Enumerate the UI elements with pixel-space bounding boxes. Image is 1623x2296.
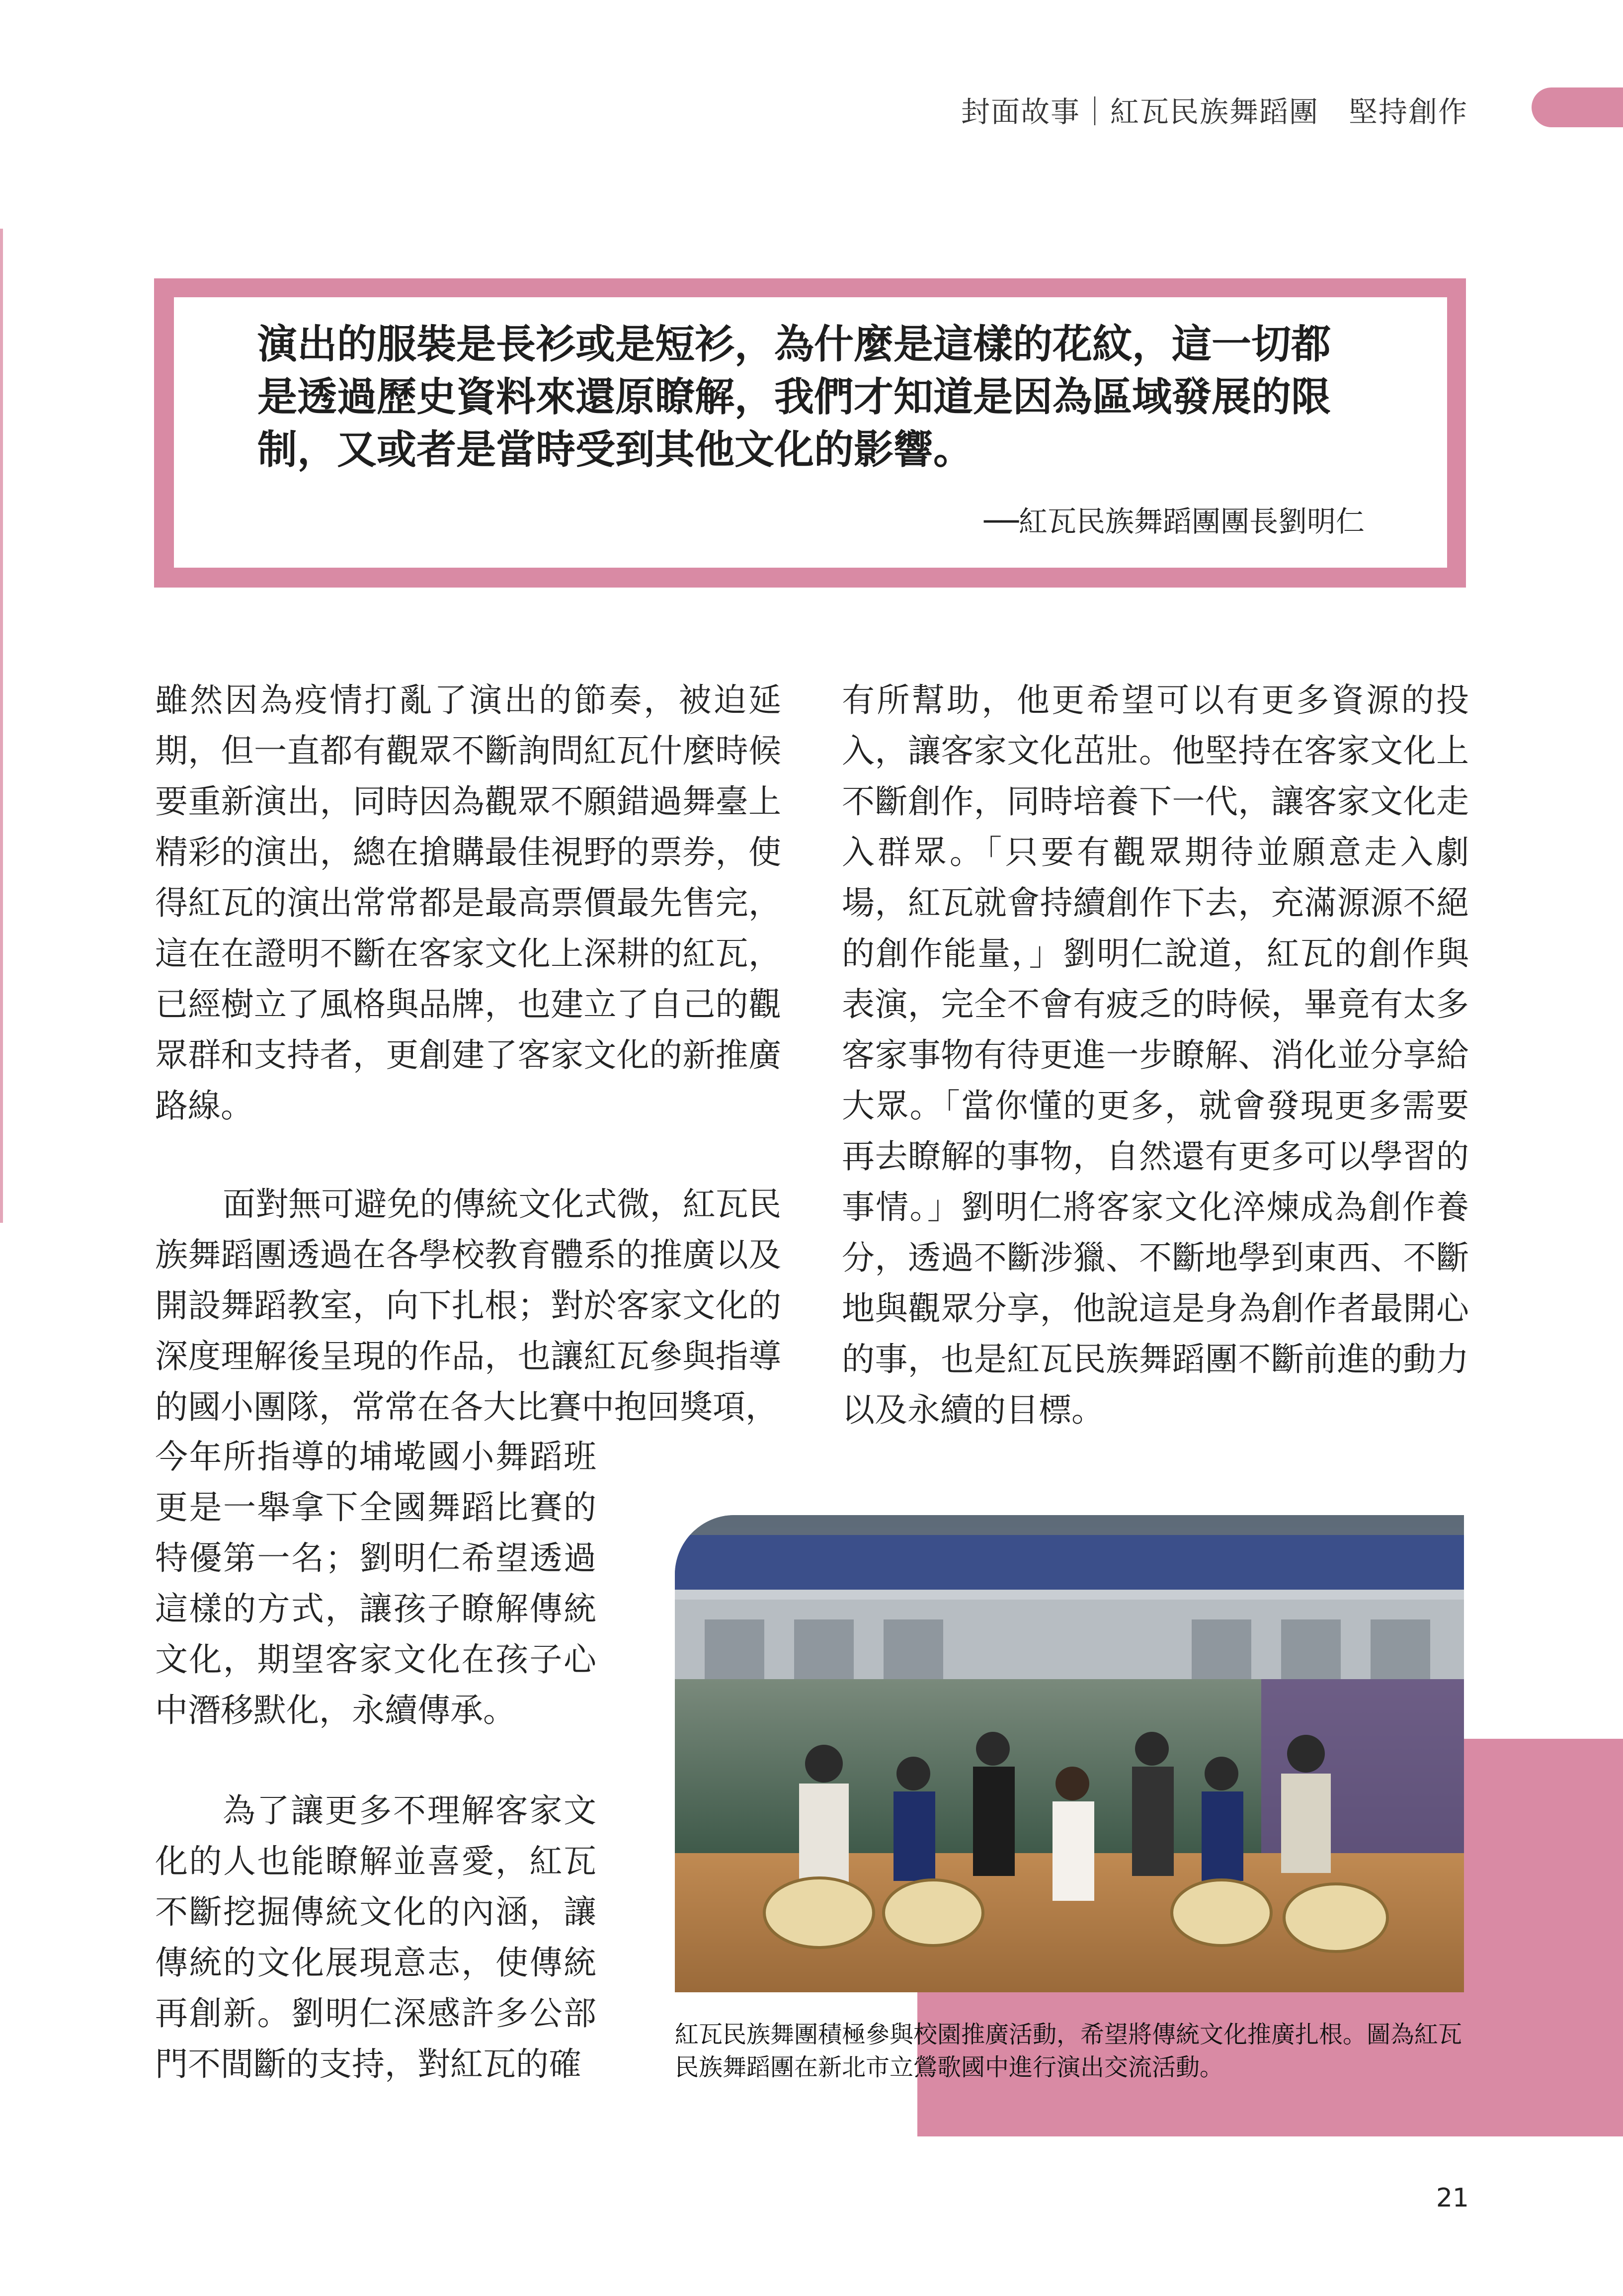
pull-quote-line: 制，又或者是當時受到其他文化的影響。 bbox=[257, 426, 973, 473]
running-header: 封面故事｜紅瓦民族舞蹈團 堅持創作 bbox=[961, 95, 1468, 129]
article-narrow-column bbox=[155, 1432, 596, 2139]
header-tab-decoration bbox=[1532, 87, 1623, 127]
article-paragraph: 面對無可避免的傳統文化式微，紅瓦民族舞蹈團透過在各學校教育體系的推廣以及開設舞蹈教室，向下扎根；對於客家文化的深度理解後呈現的作品，也讓紅瓦參與指導的國小團隊，常常在各大比賽中抱回獎項， bbox=[155, 1185, 781, 1426]
left-edge-decoration bbox=[0, 229, 3, 1223]
article-paragraph: 為了讓更多不理解客家文化的人也能瞭解並喜愛，紅瓦不斷挖掘傳統文化的內涵，讓傳統的文化展現意志，使傳統再創新。劉明仁深感許多公部門不間斷的支持，對紅瓦的確 bbox=[155, 1791, 596, 2083]
photo-caption: 紅瓦民族舞團積極參與校園推廣活動，希望將傳統文化推廣扎根。圖為紅瓦民族舞蹈團在新北市立鶯歌國中進行演出交流活動。 bbox=[675, 2021, 1462, 2081]
page-number: 21 bbox=[1436, 2183, 1469, 2213]
article-paragraph: 雖然因為疫情打亂了演出的節奏，被迫延期，但一直都有觀眾不斷詢問紅瓦什麼時候要重新演出，同時因為觀眾不願錯過舞臺上精彩的演出，總在搶購最佳視野的票券，使得紅瓦的演出常常都是最高票價最先售完，這在在證明不斷在客家文化上深耕的紅瓦，已經樹立了風格與品牌，也建立了自己的觀眾群和支持者，更創建了客家文化的新推廣路線。 bbox=[155, 681, 781, 1125]
performance-photo bbox=[675, 1515, 1464, 1992]
article-right-column bbox=[842, 675, 1469, 1436]
article-paragraph: 有所幫助，他更希望可以有更多資源的投入，讓客家文化茁壯。他堅持在客家文化上不斷創作，同時培養下一代，讓客家文化走入群眾。「只要有觀眾期待並願意走入劇場，紅瓦就會持續創作下去，充滿源源不絕的創作能量，」劉明仁說道，紅瓦的創作與表演，完全不會有疲乏的時候，畢竟有太多客家事物有待更進一步瞭解、消化並分享給大眾。「當你懂的更多，就會發現更多需要再去瞭解的事物，自然還有更多可以學習的事情。」劉明仁將客家文化淬煉成為創作養分，透過不斷涉獵、不斷地學到東西、不斷地與觀眾分享，他說這是身為創作者最開心的事，也是紅瓦民族舞蹈團不斷前進的動力以及永續的目標。 bbox=[842, 681, 1469, 1429]
article-left-column bbox=[155, 675, 781, 1480]
pull-quote-line: 是透過歷史資料來還原瞭解，我們才知道是因為區域發展的限 bbox=[257, 374, 1331, 420]
performance-photo-illustration bbox=[675, 1515, 1464, 1992]
pull-quote-text bbox=[257, 318, 1371, 476]
pull-quote-attribution: ──紅瓦民族舞蹈團團長劉明仁 bbox=[984, 505, 1365, 538]
article-paragraph: 今年所指導的埔墘國小舞蹈班更是一舉拿下全國舞蹈比賽的特優第一名；劉明仁希望透過這樣的方式，讓孩子瞭解傳統文化，期望客家文化在孩子心中潛移默化，永續傳承。 bbox=[155, 1438, 596, 1729]
pull-quote-line: 演出的服裝是長衫或是短衫，為什麼是這樣的花紋，這一切都 bbox=[257, 321, 1331, 367]
